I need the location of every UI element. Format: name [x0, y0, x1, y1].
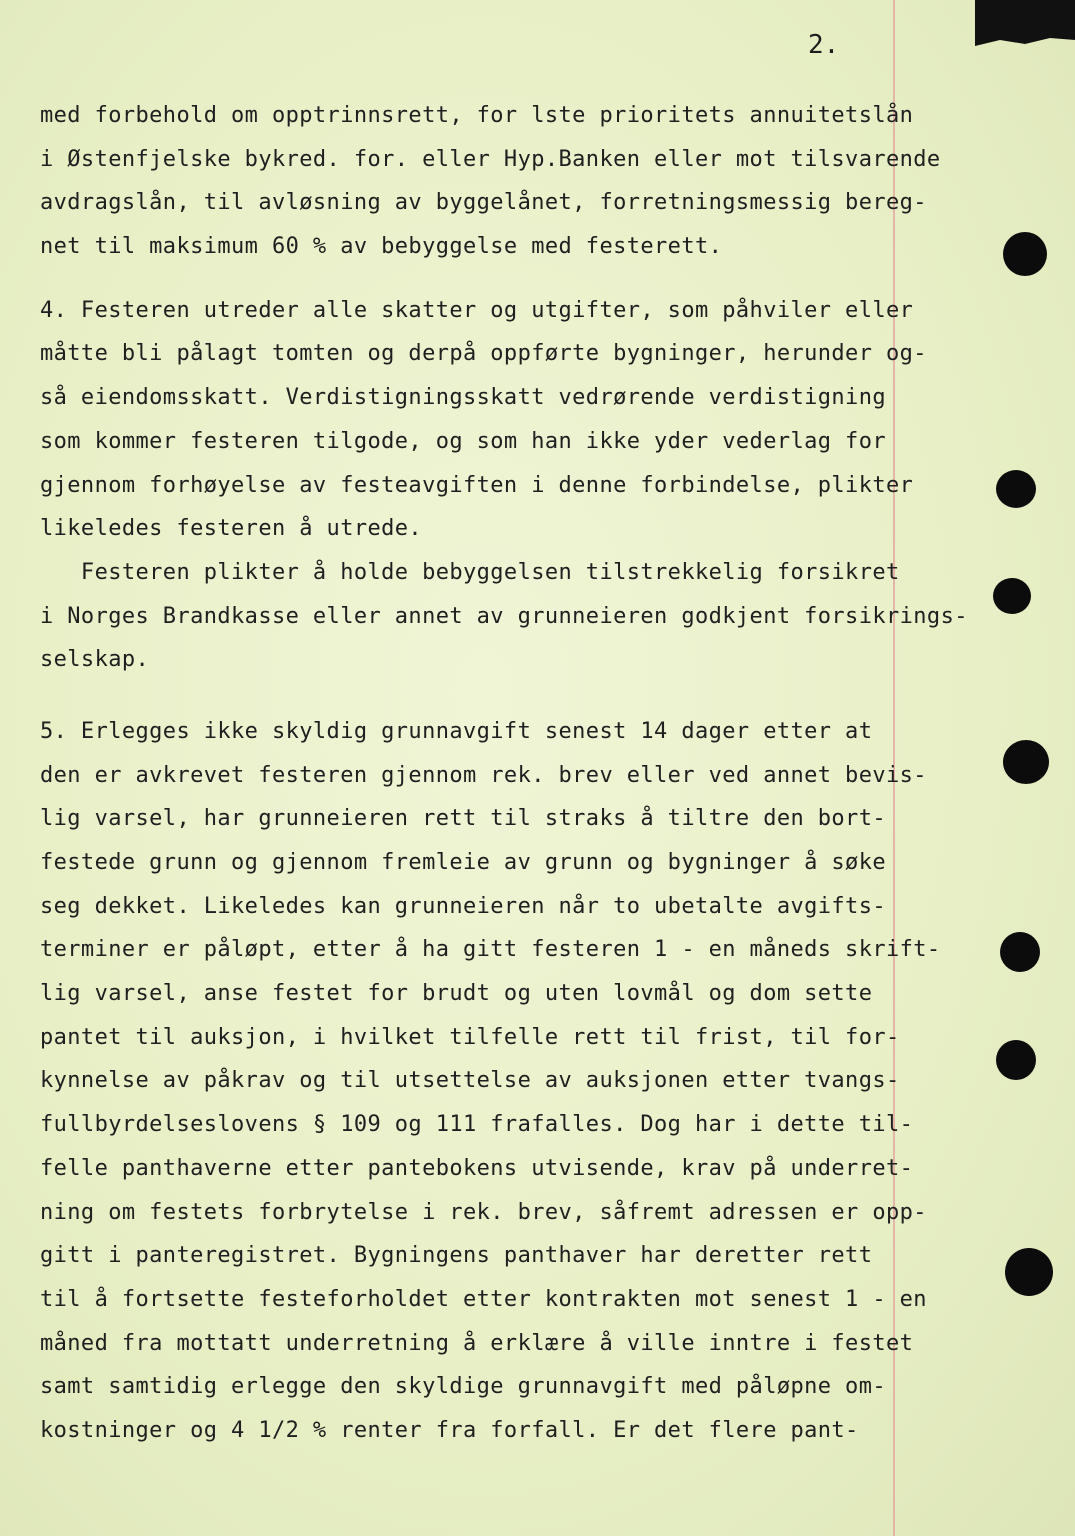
- text-line: så eiendomsskatt. Verdistigningsskatt vedrørende verdistigning: [40, 385, 886, 411]
- punch-hole: [1003, 232, 1047, 276]
- text-line: måtte bli pålagt tomten og derpå oppførte bygninger, herunder og-: [40, 341, 927, 367]
- text-line: fullbyrdelseslovens § 109 og 111 frafalles. Dog har i dette til-: [40, 1112, 914, 1138]
- text-line: terminer er påløpt, etter å ha gitt festeren 1 - en måneds skrift-: [40, 937, 941, 963]
- text-line: lig varsel, anse festet for brudt og uten lovmål og dom sette: [40, 981, 873, 1007]
- paragraph-1: [40, 94, 941, 269]
- text-line: seg dekket. Likeledes kan grunneieren når to ubetalte avgifts-: [40, 893, 886, 919]
- text-line: lig varsel, har grunneieren rett til straks å tiltre den bort-: [40, 806, 886, 832]
- paragraph-4: [40, 710, 941, 1453]
- punch-hole: [1000, 932, 1040, 972]
- torn-corner-mark: [955, 0, 1075, 50]
- text-line: kostninger og 4 1/2 % renter fra forfall. Er det flere pant-: [40, 1417, 859, 1443]
- text-line: måned fra mottatt underretning å erklære å ville inntre i festet: [40, 1330, 914, 1356]
- text-line: den er avkrevet festeren gjennom rek. brev eller ved annet bevis-: [40, 762, 927, 788]
- text-line: 5. Erlegges ikke skyldig grunnavgift senest 14 dager etter at: [40, 718, 873, 744]
- text-line: ning om festets forbrytelse i rek. brev, såfremt adressen er opp-: [40, 1199, 927, 1225]
- text-line: gjennom forhøyelse av festeavgiften i denne forbindelse, plikter: [40, 472, 914, 498]
- text-line: 4. Festeren utreder alle skatter og utgifter, som påhviler eller: [40, 297, 914, 323]
- text-line: samt samtidig erlegge den skyldige grunnavgift med påløpne om-: [40, 1374, 886, 1400]
- text-line: avdragslån, til avløsning av byggelånet, forretningsmessig bereg-: [40, 190, 927, 216]
- text-line: som kommer festeren tilgode, og som han ikke yder vederlag for: [40, 428, 886, 454]
- paragraph-2: [40, 289, 927, 551]
- text-line: med forbehold om opptrinnsrett, for lste prioritets annuitetslån: [40, 103, 914, 128]
- text-line: gitt i panteregistret. Bygningens panthaver har deretter rett: [40, 1243, 873, 1269]
- text-line: Festeren plikter å holde bebyggelsen tilstrekkelig forsikret: [40, 559, 900, 585]
- text-line: net til maksimum 60 % av bebyggelse med festerett.: [40, 234, 723, 260]
- text-line: i Østenfjelske bykred. for. eller Hyp.Banken eller mot tilsvarende: [40, 146, 941, 172]
- punch-hole: [993, 578, 1031, 614]
- document-body: [40, 94, 968, 1453]
- text-line: pantet til auksjon, i hvilket tilfelle rett til frist, til for-: [40, 1024, 900, 1050]
- page-number: 2.: [808, 30, 840, 60]
- punch-hole: [1005, 1248, 1053, 1296]
- text-line: felle panthaverne etter pantebokens utvisende, krav på underret-: [40, 1155, 914, 1181]
- punch-hole: [1003, 740, 1049, 784]
- punch-hole: [996, 470, 1036, 508]
- text-line: likeledes festeren å utrede.: [40, 516, 423, 542]
- paragraph-3: [40, 551, 968, 682]
- text-line: til å fortsette festeforholdet etter kontrakten mot senest 1 - en: [40, 1286, 927, 1312]
- text-line: i Norges Brandkasse eller annet av grunneieren godkjent forsikrings-: [40, 603, 968, 629]
- text-line: kynnelse av påkrav og til utsettelse av auksjonen etter tvangs-: [40, 1068, 900, 1094]
- text-line: festede grunn og gjennom fremleie av grunn og bygninger å søke: [40, 850, 886, 875]
- text-line: selskap.: [40, 647, 150, 673]
- punch-hole: [996, 1040, 1036, 1080]
